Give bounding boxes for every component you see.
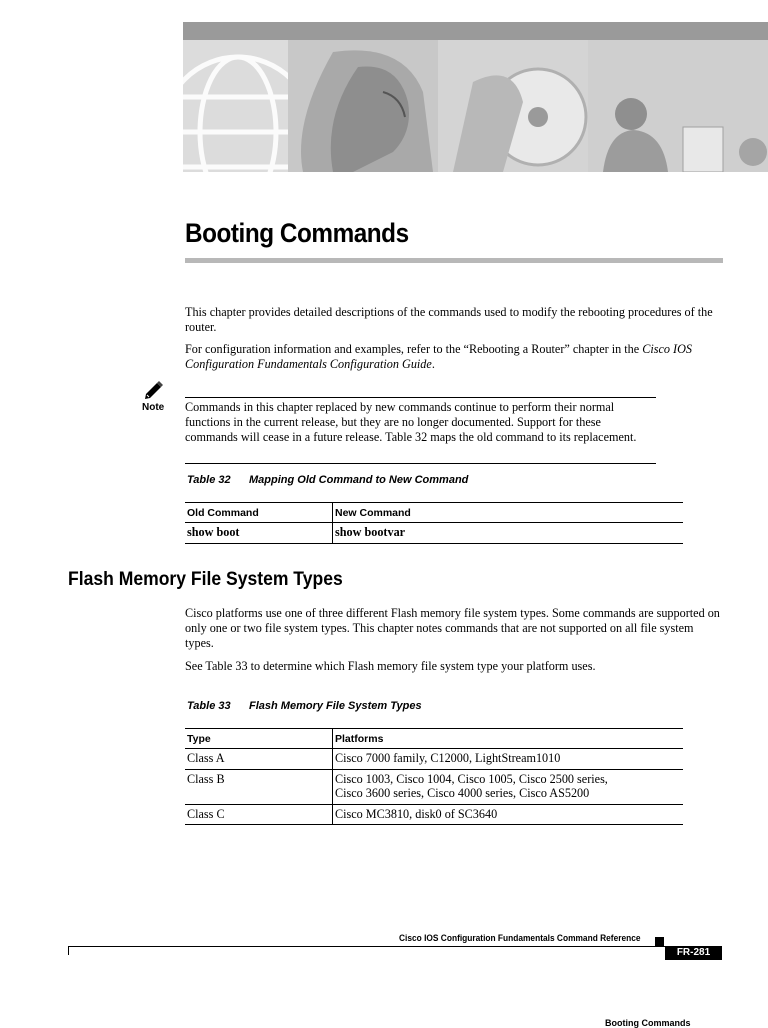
table-header-cell: Platforms	[333, 729, 684, 749]
intro-paragraph-1: This chapter provides detailed descriptions of the commands used to modify the rebooting procedures of the router.	[185, 305, 713, 334]
note-label: Note	[142, 402, 165, 413]
table-32-number: Table 32	[187, 474, 231, 486]
table-header-row	[185, 503, 683, 523]
table-cell: Class A	[185, 749, 333, 770]
table-cell: show bootvar	[333, 523, 684, 544]
section-heading: Flash Memory File System Types	[68, 568, 343, 590]
table-32-caption	[187, 474, 468, 486]
table-33-number: Table 33	[187, 700, 231, 712]
note-text: Commands in this chapter replaced by new commands continue to perform their normal functions in the current release, but they are no longer documented. Support for these commands will cease in a future release. Table 32 maps the old command to its replacement.	[185, 400, 637, 444]
table-33	[185, 728, 683, 825]
footer-rule	[68, 946, 665, 947]
note-bottom-rule	[185, 463, 656, 464]
table-header-cell: Type	[185, 729, 333, 749]
table-row	[185, 804, 683, 825]
table-row	[185, 769, 683, 804]
table-header-row	[185, 729, 683, 749]
table-header-cell: New Command	[333, 503, 684, 523]
intro-2-text: For configuration information and examples, refer to the “Rebooting a Router” chapter in the	[185, 342, 640, 356]
guide-reference: Cisco IOS Configuration Fundamentals Configuration Guide	[185, 342, 692, 371]
intro-2-end: .	[431, 357, 435, 371]
page-title: Booting Commands	[185, 218, 409, 248]
table-32	[185, 502, 683, 544]
table-cell: Cisco MC3810, disk0 of SC3640	[333, 804, 684, 825]
table-cell: Cisco 7000 family, C12000, LightStream1010	[333, 749, 684, 770]
table-cell: show boot	[185, 523, 333, 544]
table-header-cell: Old Command	[185, 503, 333, 523]
page-number-badge: FR-281	[665, 946, 722, 960]
table-cell: Class B	[185, 769, 333, 804]
table-cell: Cisco 1003, Cisco 1004, Cisco 1005, Cisco 2500 series, Cisco 3600 series, Cisco 4000 series, Cisco AS5200	[333, 769, 684, 804]
table-row	[185, 749, 683, 770]
footer-book-title: Cisco IOS Configuration Fundamentals Command Reference	[399, 933, 641, 944]
footer-marker	[655, 937, 664, 946]
pencil-icon	[143, 379, 165, 399]
intro-paragraph-2	[185, 342, 725, 372]
running-footer-text: Booting Commands	[605, 1018, 691, 1028]
footer-tick	[68, 946, 69, 955]
banner-illustration	[183, 22, 768, 172]
table-32-title: Mapping Old Command to New Command	[249, 474, 469, 486]
section-paragraph-1: Cisco platforms use one of three different Flash memory file system types. Some commands are supported on only one or two file system types. This chapter notes commands that are not supported on all file system types.	[185, 606, 720, 650]
table-row	[185, 523, 683, 544]
table-33-title: Flash Memory File System Types	[249, 700, 422, 712]
header-banner-image	[183, 22, 768, 172]
title-rule	[185, 258, 723, 263]
note-top-rule	[185, 397, 656, 398]
section-paragraph-2: See Table 33 to determine which Flash memory file system type your platform uses.	[185, 659, 596, 673]
table-cell: Class C	[185, 804, 333, 825]
table-33-caption	[187, 700, 422, 712]
